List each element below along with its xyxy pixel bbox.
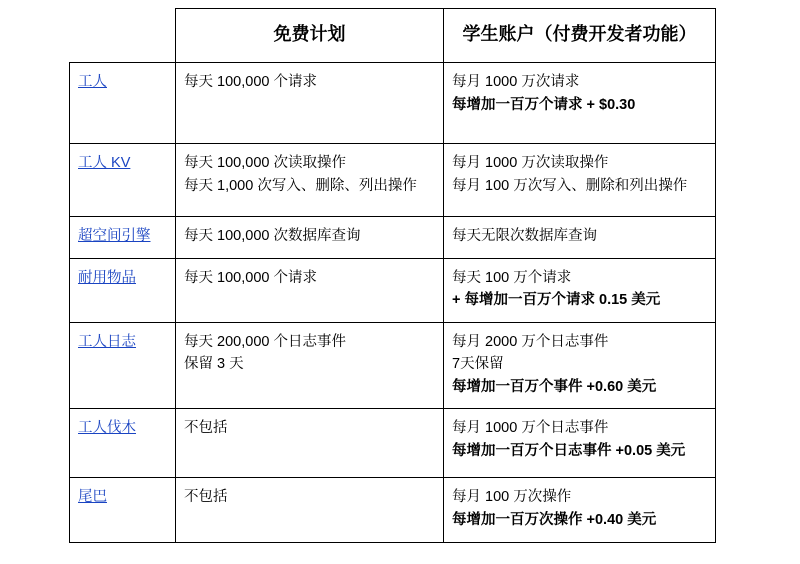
- cell-line: 每月 1000 万个日志事件: [452, 420, 609, 437]
- cell-line: 每天 100,000 个请求: [184, 269, 317, 286]
- free-plan-cell: [176, 217, 444, 258]
- table-row: [70, 63, 716, 144]
- cell-line: 每增加一百万次操作 +0.40 美元: [452, 511, 657, 528]
- table-row: [70, 217, 716, 258]
- cell-line: 每天 100,000 次数据库查询: [184, 228, 361, 245]
- table-header-row: [70, 9, 716, 63]
- feature-name-cell: [70, 409, 176, 478]
- cell-line: 每天 200,000 个日志事件: [184, 333, 346, 350]
- student-account-cell: [444, 217, 716, 258]
- student-account-cell: [444, 63, 716, 144]
- table-corner-cell: [70, 9, 176, 63]
- column-header-free-plan: 免费计划: [176, 9, 444, 63]
- table-header: [70, 9, 716, 63]
- student-account-cell: [444, 258, 716, 322]
- free-plan-cell: [176, 478, 444, 543]
- free-plan-cell: [176, 409, 444, 478]
- cell-line: 每天 100 万个请求: [452, 269, 572, 286]
- student-account-cell: [444, 478, 716, 543]
- feature-name-cell: [70, 144, 176, 217]
- cell-line: 每月 2000 万个日志事件: [452, 333, 609, 350]
- pricing-comparison-table: [69, 8, 716, 543]
- table-row: [70, 478, 716, 543]
- feature-link[interactable]: 工人伐木: [78, 420, 136, 437]
- cell-line: 每增加一百万个事件 +0.60 美元: [452, 378, 657, 395]
- table-row: [70, 144, 716, 217]
- feature-link[interactable]: 工人: [78, 74, 107, 91]
- cell-line: 每增加一百万个请求 + $0.30: [452, 96, 636, 113]
- feature-link[interactable]: 耐用物品: [78, 269, 136, 286]
- free-plan-cell: [176, 63, 444, 144]
- feature-link[interactable]: 超空间引擎: [78, 228, 151, 245]
- feature-name-cell: [70, 63, 176, 144]
- cell-line: 每天 1,000 次写入、删除、列出操作: [184, 177, 417, 194]
- feature-link[interactable]: 工人日志: [78, 333, 136, 350]
- cell-line: 每增加一百万个日志事件 +0.05 美元: [452, 442, 686, 459]
- table-row: [70, 322, 716, 408]
- cell-line: 7天保留: [452, 356, 504, 373]
- feature-name-cell: [70, 322, 176, 408]
- cell-line: 每月 100 万次操作: [452, 489, 572, 506]
- free-plan-cell: [176, 144, 444, 217]
- cell-line: 每天 100,000 次读取操作: [184, 155, 346, 172]
- feature-name-cell: [70, 258, 176, 322]
- free-plan-cell: [176, 258, 444, 322]
- cell-line: 每月 1000 万次读取操作: [452, 155, 609, 172]
- cell-line: + 每增加一百万个请求 0.15 美元: [452, 292, 661, 309]
- cell-line: 每月 100 万次写入、删除和列出操作: [452, 177, 688, 194]
- student-account-cell: [444, 409, 716, 478]
- student-account-cell: [444, 144, 716, 217]
- free-plan-cell: [176, 322, 444, 408]
- cell-line: 保留 3 天: [184, 356, 244, 373]
- table-row: [70, 258, 716, 322]
- feature-link[interactable]: 工人 KV: [78, 155, 131, 172]
- cell-line: 每天无限次数据库查询: [452, 228, 597, 245]
- feature-name-cell: [70, 217, 176, 258]
- table-body: [70, 63, 716, 543]
- table-row: [70, 409, 716, 478]
- feature-name-cell: [70, 478, 176, 543]
- feature-link[interactable]: 尾巴: [78, 489, 107, 506]
- cell-line: 每月 1000 万次请求: [452, 74, 580, 91]
- cell-line: 不包括: [184, 489, 228, 506]
- cell-line: 不包括: [184, 420, 228, 437]
- cell-line: 每天 100,000 个请求: [184, 74, 317, 91]
- column-header-student-account: 学生账户（付费开发者功能）: [444, 9, 716, 63]
- student-account-cell: [444, 322, 716, 408]
